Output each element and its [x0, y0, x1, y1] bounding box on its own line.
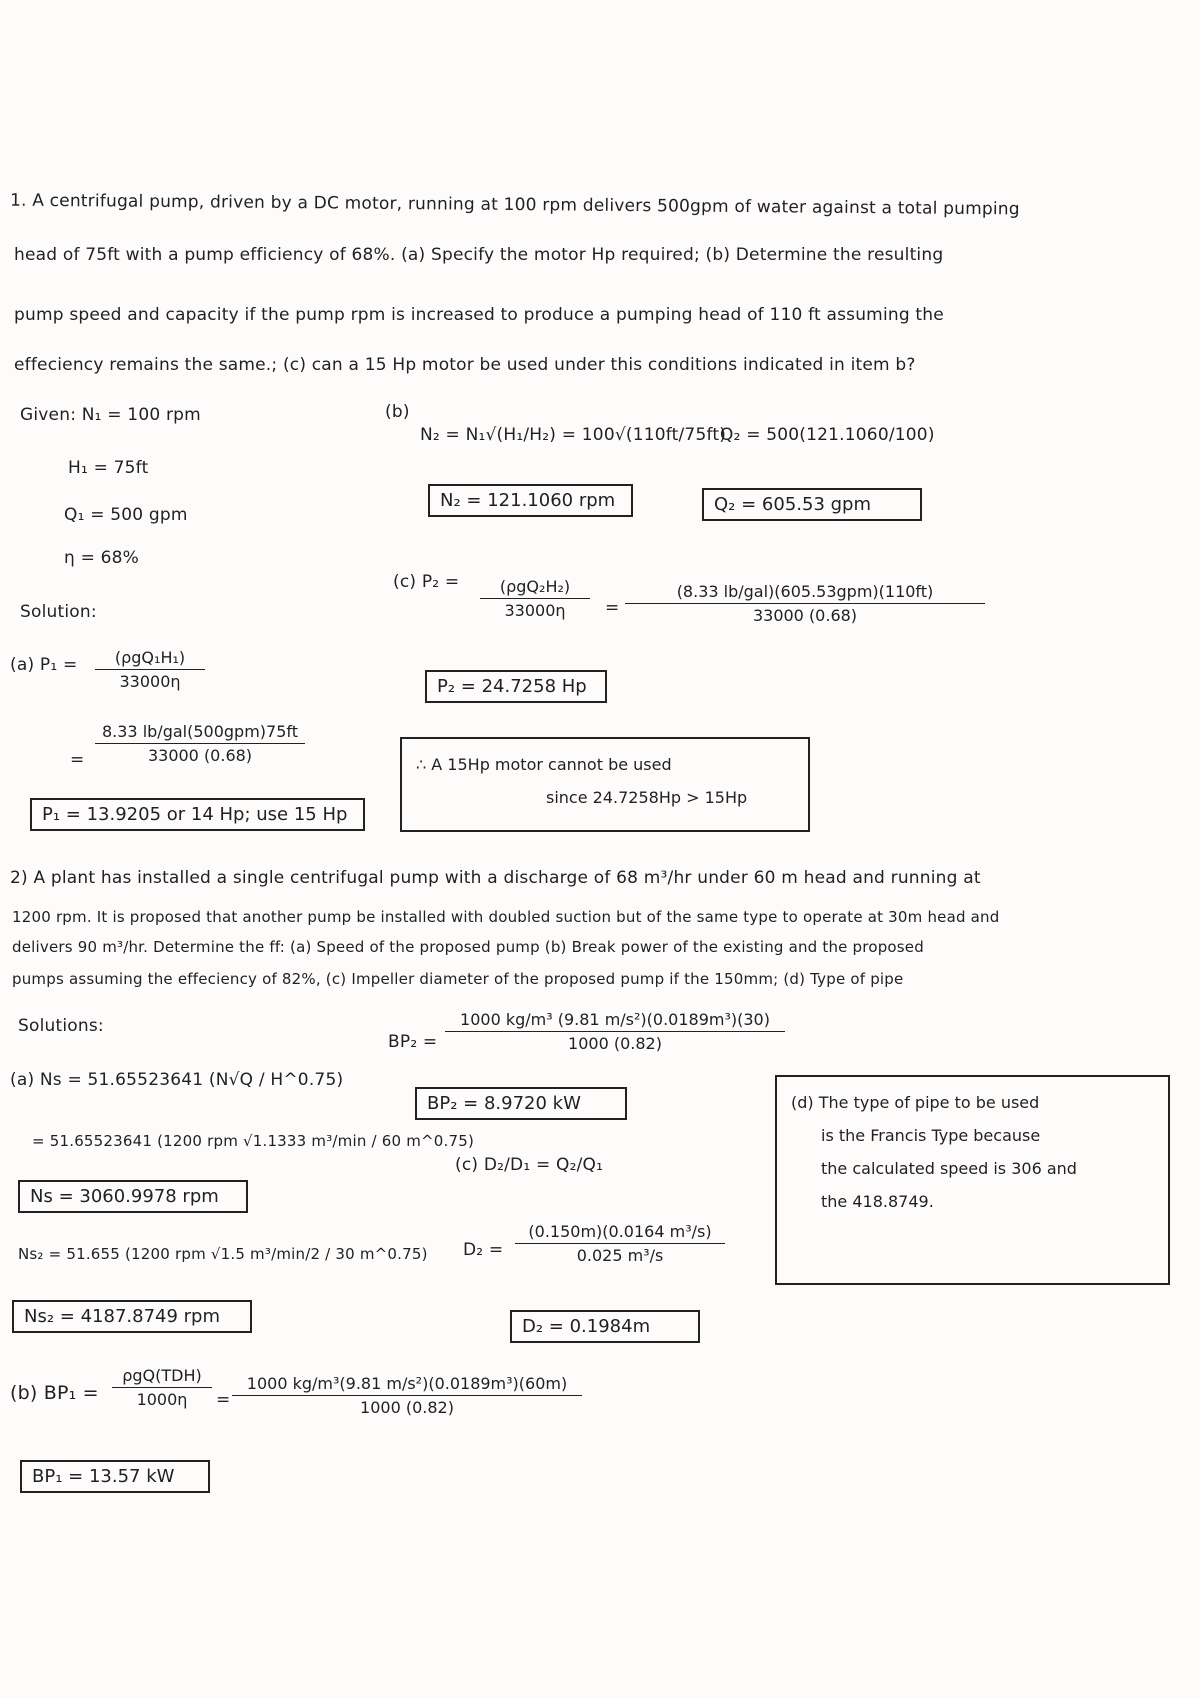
ns2-formula: Ns₂ = 51.655 (1200 rpm √1.5 m³/min/2 / 30 m^0.75): [18, 1245, 428, 1263]
problem1-statement-line1: 1. A centrifugal pump, driven by a DC motor, running at 100 rpm delivers 500gpm of water against a total pumping: [9, 190, 1020, 220]
problem2-statement-line1: 2) A plant has installed a single centrifugal pump with a discharge of 68 m³/hr under 60 m head and running at: [10, 868, 981, 888]
impeller-ratio: (c) D₂/D₁ = Q₂/Q₁: [455, 1155, 604, 1175]
p2-equals: =: [605, 598, 620, 618]
conclusion-line1: ∴ A 15Hp motor cannot be used: [416, 755, 672, 774]
bp1-denominator: 1000η: [136, 1390, 188, 1409]
d2-numerator: (0.150m)(0.0164 m³/s): [528, 1222, 712, 1241]
p2-sub-numerator: (8.33 lb/gal)(605.53gpm)(110ft): [676, 582, 934, 601]
p1-conclusion-box: [400, 737, 810, 832]
p1-numerator: (ρgQ₁H₁): [114, 648, 186, 667]
fraction-bar: [112, 1387, 212, 1388]
pipe-type-line3: the calculated speed is 306 and: [821, 1159, 1077, 1178]
p2-sub-denominator: 33000 (0.68): [752, 606, 858, 625]
problem1-statement-line3: pump speed and capacity if the pump rpm is increased to produce a pumping head of 110 ft assuming the: [14, 305, 944, 325]
n2-result-box: N₂ = 121.1060 rpm: [428, 484, 633, 517]
d2-denominator: 0.025 m³/s: [576, 1246, 664, 1265]
p2-numerator: (ρgQ₂H₂): [499, 577, 571, 596]
bp1-substitution: [232, 1374, 582, 1417]
p1-result-box: P₁ = 13.9205 or 14 Hp; use 15 Hp: [30, 798, 365, 831]
d2-result-box: D₂ = 0.1984m: [510, 1310, 700, 1343]
bp2-denominator: 1000 (0.82): [568, 1034, 662, 1053]
bp1-numerator: ρgQ(TDH): [122, 1366, 202, 1385]
p2-lhs: (c) P₂ =: [393, 572, 460, 592]
given-efficiency: η = 68%: [64, 548, 140, 568]
fraction-bar: [625, 603, 985, 604]
fraction-bar: [232, 1395, 582, 1396]
p1-substitution: [95, 722, 305, 765]
given-label: Given: N₁ = 100 rpm: [20, 405, 201, 425]
pipe-type-box: [775, 1075, 1170, 1285]
pipe-type-line2: is the Francis Type because: [821, 1126, 1041, 1145]
p1-sub-denominator: 33000 (0.68): [147, 746, 253, 765]
d2-fraction: [515, 1222, 725, 1265]
p2-substitution: [625, 582, 985, 625]
problem1-statement-line2: head of 75ft with a pump efficiency of 68%. (a) Specify the motor Hp required; (b) Determine the resulting: [14, 245, 944, 265]
pipe-type-line1: (d) The type of pipe to be used: [791, 1093, 1040, 1112]
ns-result-box: Ns = 3060.9978 rpm: [18, 1180, 248, 1213]
solution-label: Solution:: [20, 602, 97, 622]
pipe-type-line4: the 418.8749.: [821, 1192, 934, 1211]
p2-fraction: [480, 577, 590, 620]
solutions-label: Solutions:: [18, 1016, 104, 1036]
fraction-bar: [95, 669, 205, 670]
fraction-bar: [515, 1243, 725, 1244]
bp1-equals: =: [216, 1390, 231, 1410]
bp2-numerator: 1000 kg/m³ (9.81 m/s²)(0.0189m³)(30): [460, 1010, 770, 1029]
p1-denominator: 33000η: [119, 672, 181, 691]
bp1-sub-denominator: 1000 (0.82): [360, 1398, 454, 1417]
bp1-sub-numerator: 1000 kg/m³(9.81 m/s²)(0.0189m³)(60m): [246, 1374, 568, 1393]
p2-denominator: 33000η: [504, 601, 566, 620]
p1-sub-numerator: 8.33 lb/gal(500gpm)75ft: [101, 722, 298, 741]
problem2-statement-line4: pumps assuming the effeciency of 82%, (c) Impeller diameter of the proposed pump if the 150mm; (d) Type of pipe: [12, 970, 904, 988]
ns-formula: (a) Ns = 51.65523641 (N√Q / H^0.75): [10, 1070, 344, 1090]
ns2-result-box: Ns₂ = 4187.8749 rpm: [12, 1300, 252, 1333]
d2-lhs: D₂ =: [463, 1240, 504, 1260]
p1-fraction: [95, 648, 205, 691]
bp1-result-box: BP₁ = 13.57 kW: [20, 1460, 210, 1493]
p2-result-box: P₂ = 24.7258 Hp: [425, 670, 607, 703]
bp2-result-box: BP₂ = 8.9720 kW: [415, 1087, 627, 1120]
p1-equals: =: [70, 750, 85, 770]
p1-lhs: (a) P₁ =: [10, 655, 78, 675]
problem1-statement-line4: effeciency remains the same.; (c) can a 15 Hp motor be used under this conditions indicated in item b?: [14, 355, 916, 375]
n2-formula: N₂ = N₁√(H₁/H₂) = 100√(110ft/75ft): [420, 425, 727, 445]
conclusion-line2: since 24.7258Hp > 15Hp: [546, 788, 748, 807]
q2-formula: Q₂ = 500(121.1060/100): [720, 425, 935, 445]
bp1-fraction: [112, 1366, 212, 1409]
q2-result-box: Q₂ = 605.53 gpm: [702, 488, 922, 521]
bp1-lhs: (b) BP₁ =: [10, 1382, 99, 1404]
bp2-fraction: [445, 1010, 785, 1053]
given-head: H₁ = 75ft: [68, 458, 149, 478]
problem2-statement-line2: 1200 rpm. It is proposed that another pump be installed with doubled suction but of the same type to operate at 30m head and: [12, 908, 1000, 926]
bp2-lhs: BP₂ =: [388, 1032, 438, 1052]
fraction-bar: [445, 1031, 785, 1032]
ns-substitution: = 51.65523641 (1200 rpm √1.1333 m³/min / 60 m^0.75): [32, 1132, 475, 1150]
given-flow: Q₁ = 500 gpm: [64, 505, 188, 525]
fraction-bar: [95, 743, 305, 744]
fraction-bar: [480, 598, 590, 599]
part-b-label: (b): [385, 402, 410, 422]
problem2-statement-line3: delivers 90 m³/hr. Determine the ff: (a) Speed of the proposed pump (b) Break power of the existing and the proposed: [12, 938, 924, 956]
